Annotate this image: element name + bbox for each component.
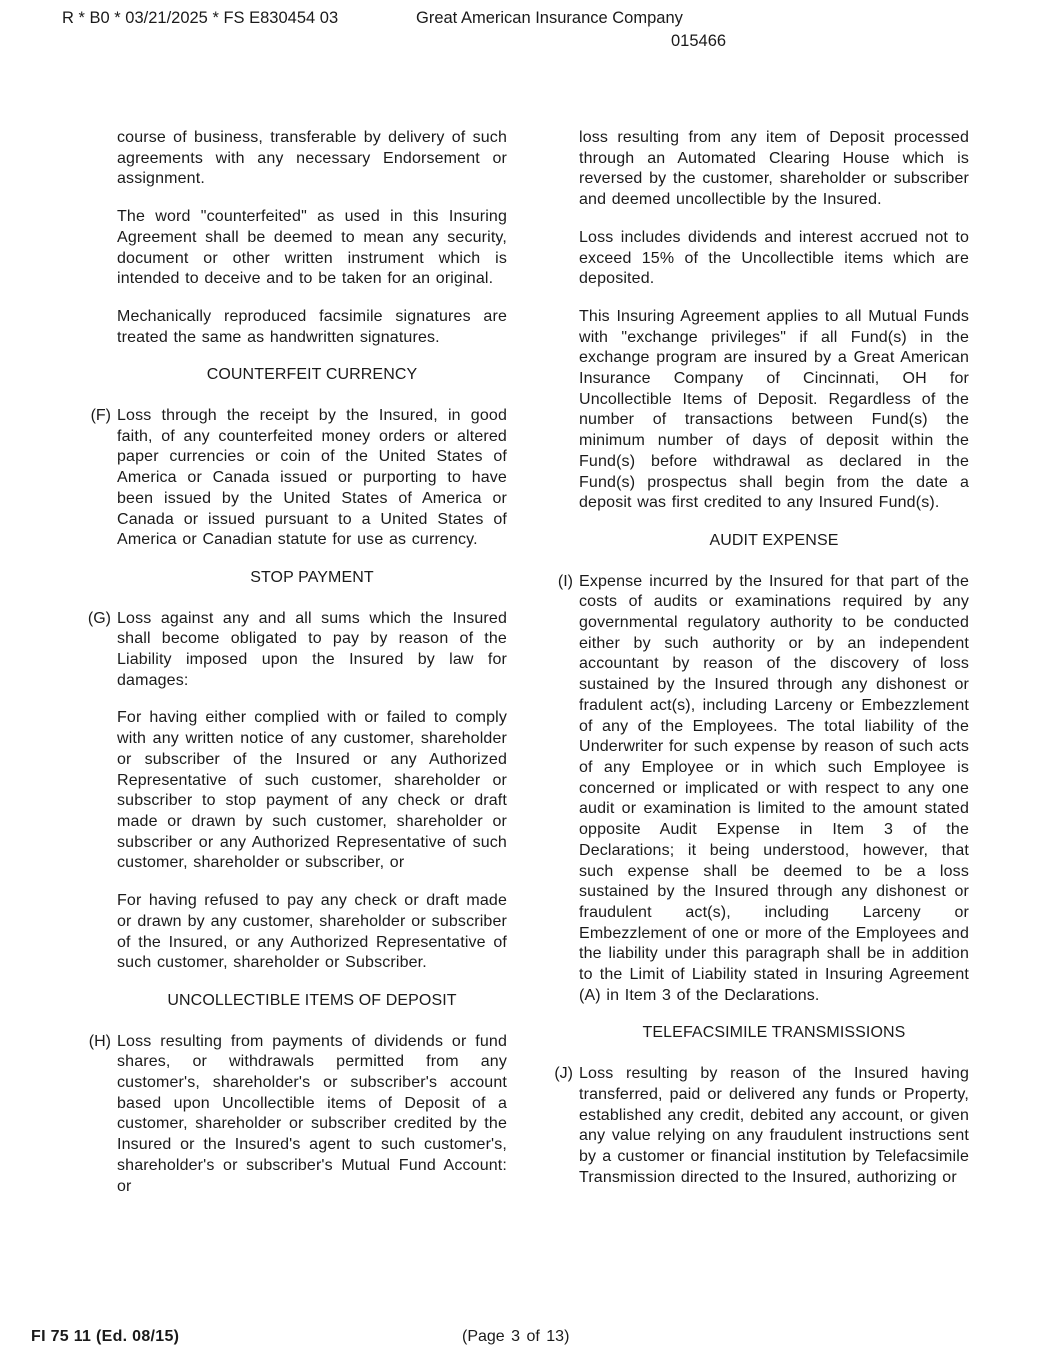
clause-label: (G)	[87, 609, 111, 627]
page-number: (Page 3 of 13)	[462, 1328, 570, 1345]
company-name: Great American Insurance Company	[416, 9, 683, 27]
clause-text: Expense incurred by the Insured for that part of the costs of audits or examinations required by any governmental regulatory authority to be conducted either by such authority or by an independent accountant by reason of the discovery of loss sustained by the Insured through any dishonest or fradulent act(s), including Larceny or Embezzlement of any of the Employees. The total liability of the Underwriter for such expense by reason of such acts of any Employee or in which such Employee is concerned or implicated or with respect to any one audit or examination is limited to the amount stated opposite Audit Expense in Item 3 of the Declarations; it being understood, however, that such expense shall be deemed to be a loss sustained by the Insured through any dishonest or fraudulent act(s), including Larceny or Embezzlement of one or more of the Employees and the liability under this paragraph shall be in addition to the Limit of Liability stated in Insuring Agreement (A) in Item 3 of the Declarations.	[579, 572, 969, 1004]
paragraph: This Insuring Agreement applies to all Mutual Funds with "exchange privileges" if all Fund(s) in the exchange program are insured by a Great American Insurance Company of Cincinnati, OH for Uncollectible Items of Deposit. Regardless of the number of transactions between Fund(s) the minimum number of days of deposit within the Fund(s) before withdrawal as declared in the Fund(s) prospectus shall begin from the date a deposit was first credited to any Insured Fund(s).	[579, 307, 969, 512]
clause-g	[87, 609, 507, 692]
paragraph: course of business, transferable by delivery of such agreements with any necessary Endorsement or assignment.	[117, 129, 507, 188]
clause-text: Loss against any and all sums which the Insured shall become obligated to pay by reason of the Liability imposed upon the Insured by law for damages:	[117, 609, 507, 689]
left-column	[87, 128, 507, 1214]
clause-text: Loss through the receipt by the Insured, in good faith, of any counterfeited money orders or altered paper currencies or coin of the United States of America or Canada issued or purporting to have been issued by the United States of America or Canada or issued pursuant to a United States of America or Canadian statute for use as currency.	[117, 407, 507, 549]
clause-label: (F)	[90, 407, 111, 425]
clause-label: (I)	[557, 572, 573, 590]
clause-text: Loss resulting from payments of dividends or fund shares, or withdrawals permitted from any customer's, shareholder's or subscriber's account based upon Uncollectible items of Deposit of a customer, shareholder or subscriber credited by the Insured or the Insured's agent to such customer's, shareholder's or subscriber's Mutual Fund Account: or	[117, 1032, 507, 1195]
document-number: 015466	[671, 32, 727, 50]
right-column	[554, 128, 969, 1205]
paragraph: loss resulting from any item of Deposit processed through an Automated Clearing House which is reversed by the customer, shareholder or subscriber and deemed uncollectible by the Insured.	[579, 129, 969, 209]
clause-j	[554, 1064, 969, 1188]
form-identifier: FI 75 11 (Ed. 08/15)	[31, 1328, 180, 1345]
section-heading-telefacsimile: TELEFACSIMILE TRANSMISSIONS	[642, 1024, 906, 1042]
clause-label: (J)	[554, 1065, 573, 1083]
section-heading-counterfeit-currency: COUNTERFEIT CURRENCY	[206, 366, 418, 384]
paragraph: Mechanically reproduced facsimile signatures are treated the same as handwritten signatures.	[117, 307, 507, 346]
document-code: R * B0 * 03/21/2025 * FS E830454 03	[62, 9, 339, 27]
clause-text: Loss resulting by reason of the Insured having transferred, paid or delivered any funds or Property, established any credit, debited any account, or given any value relying on any fraudulent instructions sent by a customer or financial institution by Telefacsimile Transmission directed to the Insured, authorizing or	[579, 1065, 969, 1186]
paragraph: For having refused to pay any check or draft made or drawn by any customer, shareholder or subscriber of the Insured, or any Authorized Representative of such customer, shareholder or Subscriber.	[117, 892, 507, 972]
clause-i	[557, 572, 969, 1007]
section-heading-stop-payment: STOP PAYMENT	[250, 568, 374, 586]
paragraph: Loss includes dividends and interest accrued not to exceed 15% of the Uncollectible items which are deposited.	[579, 228, 969, 288]
paragraph: The word "counterfeited" as used in this Insuring Agreement shall be deemed to mean any security, document or other written instrument which is intended to deceive and to be taken for an original.	[117, 208, 507, 288]
section-heading-audit-expense: AUDIT EXPENSE	[709, 531, 839, 549]
clause-f	[90, 406, 507, 551]
paragraph: For having either complied with or failed to comply with any written notice of any customer, shareholder or subscriber of the Insured or any Authorized Representative of such customer, shareholder or subscriber to stop payment of any check or draft made or drawn by such customer, shareholder or subscriber or any Authorized Representative of such customer, shareholder or subscriber, or	[117, 709, 507, 872]
clause-label: (H)	[88, 1032, 111, 1050]
section-heading-uncollectible-items: UNCOLLECTIBLE ITEMS OF DEPOSIT	[167, 991, 457, 1009]
clause-h	[88, 1032, 507, 1198]
